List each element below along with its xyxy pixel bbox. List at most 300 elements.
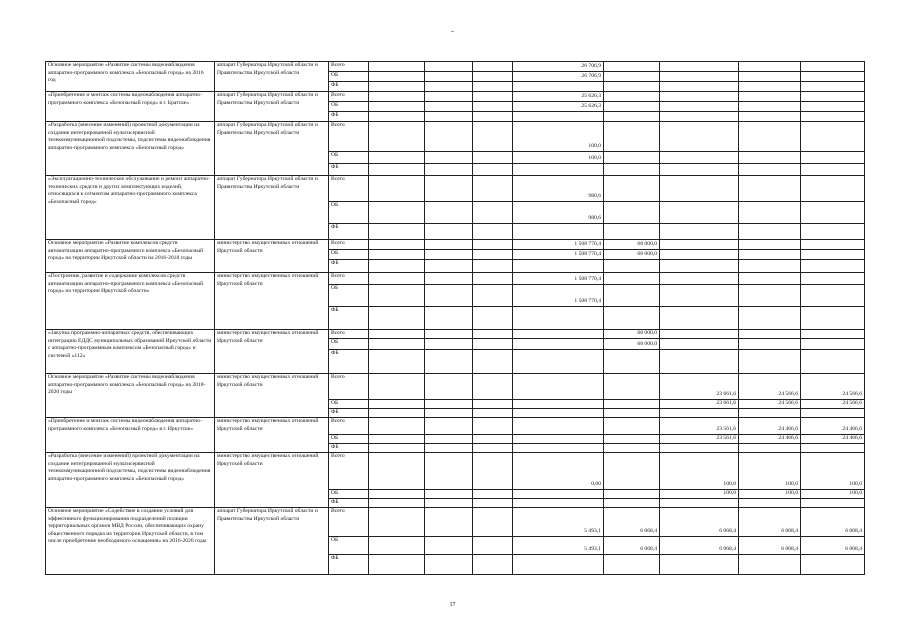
empty-cell (369, 112, 425, 122)
table-row (46, 92, 865, 102)
empty-cell (425, 273, 473, 285)
amount-cell-c10 (801, 409, 865, 418)
funding-source-cell: ФБ (329, 555, 369, 575)
executor-cell: министерство имущественных отношений Иркутской области (215, 240, 329, 273)
funding-source-cell: Всего (329, 122, 369, 152)
funding-source-cell: ФБ (329, 444, 369, 453)
amount-cell-c7 (604, 152, 660, 164)
funding-source-cell: ОБ (329, 435, 369, 444)
amount-cell-c6: 100,0 (513, 122, 604, 152)
table-row (46, 176, 865, 202)
amount-cell-c6 (513, 164, 604, 176)
amount-cell-c7 (604, 490, 660, 499)
amount-cell-c10 (801, 330, 865, 339)
funding-source-cell: ФБ (329, 112, 369, 122)
amount-cell-c9: 24 566,6 (739, 374, 801, 400)
amount-cell-c8: 6 068,4 (660, 537, 739, 555)
empty-cell (425, 250, 473, 260)
funding-source-cell: ФБ (329, 350, 369, 374)
empty-cell (425, 350, 473, 374)
empty-cell (369, 72, 425, 82)
measure-name-cell: «Эксплуатационно-техническое обслуживание и ремонт аппаратно-технических средств и других комплектующих изделий, относящихся к сегментам аппаратно-программного комплекса «Безопасный город» (46, 176, 215, 240)
measure-name-cell: Основное мероприятие «Развитие комплексов средств автоматизации аппаратно-программного комплекса «Безопасный город» на территории Иркутской области на 2016-2018 годы (46, 240, 215, 273)
table-row (46, 453, 865, 490)
budget-table-body (46, 62, 865, 575)
funding-source-cell: Всего (329, 330, 369, 339)
amount-cell-c9 (739, 339, 801, 350)
empty-cell (473, 350, 513, 374)
executor-cell: аппарат Губернатора Иркутской области и Правительства Иркутской области (215, 92, 329, 122)
amount-cell-c9 (739, 176, 801, 202)
empty-cell (425, 72, 473, 82)
empty-cell (473, 409, 513, 418)
empty-cell (369, 508, 425, 537)
amount-cell-c7: 6 068,4 (604, 508, 660, 537)
amount-cell-c8 (660, 176, 739, 202)
empty-cell (425, 400, 473, 409)
amount-cell-c9 (739, 82, 801, 92)
amount-cell-c6: 1 508 770,4 (513, 285, 604, 307)
empty-cell (473, 499, 513, 508)
amount-cell-c8: 23 561,6 (660, 435, 739, 444)
executor-cell: министерство имущественных отношений Иркутской области (215, 330, 329, 374)
amount-cell-c10 (801, 555, 865, 575)
empty-cell (425, 435, 473, 444)
empty-cell (425, 112, 473, 122)
amount-cell-c10 (801, 285, 865, 307)
measure-name-cell: «Закупка программно-аппаратных средств, обеспечивающих интеграцию ЕДДС муниципальных образований Иркутской области с аппаратно-программным комплексом «Безопасный город» и системой «112» (46, 330, 215, 374)
amount-cell-c7 (604, 92, 660, 102)
empty-cell (369, 490, 425, 499)
amount-cell-c6: 26 706,9 (513, 72, 604, 82)
amount-cell-c8: 100,0 (660, 490, 739, 499)
empty-cell (473, 164, 513, 176)
amount-cell-c9: 100,0 (739, 453, 801, 490)
empty-cell (473, 250, 513, 260)
amount-cell-c7 (604, 273, 660, 285)
empty-cell (369, 307, 425, 330)
funding-source-cell: ОБ (329, 152, 369, 164)
amount-cell-c8 (660, 409, 739, 418)
amount-cell-c6: 25 626,3 (513, 92, 604, 102)
amount-cell-c10 (801, 250, 865, 260)
empty-cell (425, 409, 473, 418)
empty-cell (369, 62, 425, 72)
amount-cell-c8: 6 068,4 (660, 508, 739, 537)
amount-cell-c9 (739, 350, 801, 374)
empty-cell (425, 537, 473, 555)
empty-cell (425, 330, 473, 339)
table-row (46, 418, 865, 435)
amount-cell-c8 (660, 62, 739, 72)
empty-cell (369, 122, 425, 152)
amount-cell-c10 (801, 176, 865, 202)
empty-cell (473, 490, 513, 499)
amount-cell-c7 (604, 112, 660, 122)
amount-cell-c9 (739, 273, 801, 285)
amount-cell-c7 (604, 435, 660, 444)
amount-cell-c8: 23 561,6 (660, 418, 739, 435)
funding-source-cell: ОБ (329, 400, 369, 409)
amount-cell-c10 (801, 224, 865, 240)
empty-cell (425, 453, 473, 490)
empty-cell (473, 176, 513, 202)
funding-source-cell: ОБ (329, 102, 369, 112)
empty-cell (369, 82, 425, 92)
amount-cell-c9 (739, 202, 801, 224)
amount-cell-c6 (513, 555, 604, 575)
amount-cell-c10 (801, 444, 865, 453)
empty-cell (369, 152, 425, 164)
empty-cell (425, 62, 473, 72)
empty-cell (369, 409, 425, 418)
amount-cell-c7 (604, 122, 660, 152)
empty-cell (473, 152, 513, 164)
empty-cell (369, 499, 425, 508)
amount-cell-c7 (604, 164, 660, 176)
empty-cell (425, 102, 473, 112)
amount-cell-c8: 100,0 (660, 453, 739, 490)
funding-source-cell: ФБ (329, 260, 369, 273)
amount-cell-c10 (801, 122, 865, 152)
amount-cell-c9 (739, 224, 801, 240)
funding-source-cell: ФБ (329, 224, 369, 240)
amount-cell-c7 (604, 555, 660, 575)
empty-cell (425, 307, 473, 330)
funding-source-cell: Всего (329, 418, 369, 435)
amount-cell-c10 (801, 72, 865, 82)
empty-cell (473, 555, 513, 575)
empty-cell (369, 555, 425, 575)
empty-cell (473, 330, 513, 339)
amount-cell-c8 (660, 122, 739, 152)
amount-cell-c8 (660, 273, 739, 285)
empty-cell (369, 285, 425, 307)
amount-cell-c6: 980,6 (513, 202, 604, 224)
empty-cell (425, 202, 473, 224)
funding-source-cell: ОБ (329, 72, 369, 82)
empty-cell (425, 92, 473, 102)
amount-cell-c6: 5 493,1 (513, 508, 604, 537)
amount-cell-c8 (660, 152, 739, 164)
empty-cell (369, 418, 425, 435)
table-row (46, 273, 865, 285)
amount-cell-c6 (513, 374, 604, 400)
amount-cell-c7 (604, 285, 660, 307)
amount-cell-c8 (660, 240, 739, 250)
amount-cell-c8 (660, 285, 739, 307)
amount-cell-c6 (513, 330, 604, 339)
amount-cell-c6 (513, 307, 604, 330)
funding-source-cell: ОБ (329, 202, 369, 224)
amount-cell-c9: 100,0 (739, 490, 801, 499)
amount-cell-c7 (604, 62, 660, 72)
amount-cell-c6 (513, 339, 604, 350)
amount-cell-c6 (513, 82, 604, 92)
table-row (46, 122, 865, 152)
amount-cell-c10: 6 068,4 (801, 508, 865, 537)
empty-cell (473, 62, 513, 72)
amount-cell-c7: 68 000,0 (604, 240, 660, 250)
amount-cell-c7 (604, 72, 660, 82)
amount-cell-c10 (801, 350, 865, 374)
amount-cell-c10: 24 566,6 (801, 400, 865, 409)
amount-cell-c9: 24 466,6 (739, 418, 801, 435)
amount-cell-c7: 68 000,0 (604, 330, 660, 339)
amount-cell-c8: 23 661,6 (660, 400, 739, 409)
amount-cell-c7 (604, 202, 660, 224)
empty-cell (473, 72, 513, 82)
empty-cell (425, 152, 473, 164)
amount-cell-c10 (801, 82, 865, 92)
amount-cell-c6: 25 626,3 (513, 102, 604, 112)
amount-cell-c7 (604, 82, 660, 92)
measure-name-cell: «Построение, развитие и содержание комплексов средств автоматизации аппаратно-программного комплекса «Безопасный город» на территории Иркутской области» (46, 273, 215, 330)
amount-cell-c7: 68 000,0 (604, 339, 660, 350)
amount-cell-c10 (801, 164, 865, 176)
amount-cell-c9: 6 068,4 (739, 537, 801, 555)
amount-cell-c9: 6 068,4 (739, 508, 801, 537)
amount-cell-c10 (801, 260, 865, 273)
amount-cell-c9: 24 566,6 (739, 400, 801, 409)
amount-cell-c6 (513, 224, 604, 240)
amount-cell-c8 (660, 330, 739, 339)
empty-cell (473, 122, 513, 152)
amount-cell-c7 (604, 400, 660, 409)
empty-cell (425, 418, 473, 435)
amount-cell-c6: 980,6 (513, 176, 604, 202)
amount-cell-c7: 6 068,4 (604, 537, 660, 555)
empty-cell (473, 453, 513, 490)
amount-cell-c6 (513, 350, 604, 374)
empty-cell (425, 555, 473, 575)
amount-cell-c8 (660, 72, 739, 82)
amount-cell-c8 (660, 555, 739, 575)
amount-cell-c8 (660, 164, 739, 176)
amount-cell-c9 (739, 409, 801, 418)
empty-cell (369, 350, 425, 374)
empty-cell (369, 339, 425, 350)
empty-cell (425, 339, 473, 350)
empty-cell (473, 444, 513, 453)
table-row (46, 240, 865, 250)
executor-cell: министерство имущественных отношений Иркутской области (215, 273, 329, 330)
amount-cell-c9 (739, 444, 801, 453)
amount-cell-c8 (660, 224, 739, 240)
amount-cell-c7 (604, 176, 660, 202)
empty-cell (425, 260, 473, 273)
measure-name-cell: Основное мероприятие «Развитие системы видеонаблюдения аппаратно-программного комплекса «Безопасный город» на 2018-2020 годы (46, 374, 215, 418)
amount-cell-c6 (513, 499, 604, 508)
empty-cell (473, 273, 513, 285)
amount-cell-c9 (739, 285, 801, 307)
empty-cell (473, 240, 513, 250)
amount-cell-c8 (660, 307, 739, 330)
amount-cell-c10: 24 466,6 (801, 435, 865, 444)
empty-cell (369, 250, 425, 260)
empty-cell (473, 435, 513, 444)
funding-source-cell: ОБ (329, 339, 369, 350)
empty-cell (473, 418, 513, 435)
amount-cell-c10 (801, 339, 865, 350)
amount-cell-c9 (739, 72, 801, 82)
empty-cell (369, 260, 425, 273)
amount-cell-c6 (513, 112, 604, 122)
empty-cell (369, 102, 425, 112)
amount-cell-c10 (801, 240, 865, 250)
amount-cell-c7 (604, 409, 660, 418)
empty-cell (425, 508, 473, 537)
empty-cell (425, 176, 473, 202)
amount-cell-c6 (513, 435, 604, 444)
amount-cell-c7 (604, 499, 660, 508)
amount-cell-c6: 0,00 (513, 453, 604, 490)
executor-cell: министерство имущественных отношений Иркутской области (215, 418, 329, 453)
amount-cell-c9 (739, 152, 801, 164)
amount-cell-c6 (513, 400, 604, 409)
executor-cell: аппарат Губернатора Иркутской области и Правительства Иркутской области (215, 122, 329, 176)
funding-source-cell: ФБ (329, 164, 369, 176)
amount-cell-c8: 23 661,6 (660, 374, 739, 400)
amount-cell-c6 (513, 409, 604, 418)
empty-cell (369, 374, 425, 400)
executor-cell: аппарат Губернатора Иркутской области и Правительства Иркутской области (215, 508, 329, 575)
empty-cell (473, 92, 513, 102)
amount-cell-c8 (660, 499, 739, 508)
amount-cell-c7 (604, 374, 660, 400)
budget-table-container (45, 61, 864, 575)
amount-cell-c6: 100,0 (513, 152, 604, 164)
budget-table (45, 61, 865, 575)
amount-cell-c6 (513, 260, 604, 273)
amount-cell-c10 (801, 62, 865, 72)
empty-cell (425, 374, 473, 400)
amount-cell-c6: 1 508 770,4 (513, 250, 604, 260)
amount-cell-c7 (604, 453, 660, 490)
amount-cell-c8 (660, 82, 739, 92)
empty-cell (369, 164, 425, 176)
measure-name-cell: «Приобретение и монтаж системы видеонаблюдения аппаратно-программного комплекса «Безопасный город» в г. Братске» (46, 92, 215, 122)
amount-cell-c6: 26 706,9 (513, 62, 604, 72)
amount-cell-c9 (739, 112, 801, 122)
funding-source-cell: Всего (329, 453, 369, 490)
funding-source-cell: Всего (329, 92, 369, 102)
page-number: 17 (449, 602, 456, 608)
amount-cell-c9 (739, 102, 801, 112)
amount-cell-c7 (604, 260, 660, 273)
measure-name-cell: Основное мероприятие «Развитие системы видеонаблюдения аппаратно-программного комплекса «Безопасный город» на 2016 год (46, 62, 215, 92)
measure-name-cell: «Разработка (внесение изменений) проектной документации на создание интегрированной мультисервисной телекоммуникационной подсистемы, подсистемы видеонаблюдения аппаратно-программного комплекса «Безопасный город» (46, 122, 215, 176)
table-row (46, 62, 865, 72)
funding-source-cell: Всего (329, 374, 369, 400)
amount-cell-c6: 1 508 770,4 (513, 240, 604, 250)
empty-cell (425, 122, 473, 152)
empty-cell (369, 537, 425, 555)
empty-cell (425, 224, 473, 240)
amount-cell-c10: 6 068,4 (801, 537, 865, 555)
amount-cell-c6: 5 493,1 (513, 537, 604, 555)
funding-source-cell: ОБ (329, 490, 369, 499)
empty-cell (473, 537, 513, 555)
empty-cell (425, 285, 473, 307)
amount-cell-c8 (660, 339, 739, 350)
funding-source-cell: Всего (329, 273, 369, 285)
amount-cell-c10 (801, 273, 865, 285)
empty-cell (425, 444, 473, 453)
funding-source-cell: ФБ (329, 409, 369, 418)
amount-cell-c6: 1 508 770,4 (513, 273, 604, 285)
empty-cell (369, 453, 425, 490)
funding-source-cell: Всего (329, 176, 369, 202)
measure-name-cell: «Разработка (внесение изменений) проектной документации на создание интегрированной мультисервисной телекоммуникационной подсистемы, подсистемы видеонаблюдения аппаратно-программного комплекса «Безопасный город» (46, 453, 215, 508)
amount-cell-c8 (660, 350, 739, 374)
table-row (46, 374, 865, 400)
empty-cell (425, 490, 473, 499)
empty-cell (425, 240, 473, 250)
empty-cell (369, 435, 425, 444)
amount-cell-c8 (660, 92, 739, 102)
scan-artifact (451, 31, 454, 32)
funding-source-cell: ФБ (329, 499, 369, 508)
empty-cell (369, 92, 425, 102)
amount-cell-c7 (604, 307, 660, 330)
empty-cell (473, 339, 513, 350)
empty-cell (473, 508, 513, 537)
funding-source-cell: ОБ (329, 537, 369, 555)
amount-cell-c7 (604, 224, 660, 240)
empty-cell (369, 400, 425, 409)
empty-cell (473, 307, 513, 330)
amount-cell-c10 (801, 202, 865, 224)
executor-cell: министерство имущественных отношений Иркутской области (215, 374, 329, 418)
funding-source-cell: Всего (329, 62, 369, 72)
empty-cell (425, 164, 473, 176)
amount-cell-c8 (660, 444, 739, 453)
amount-cell-c8 (660, 112, 739, 122)
amount-cell-c10 (801, 152, 865, 164)
empty-cell (473, 202, 513, 224)
empty-cell (473, 102, 513, 112)
funding-source-cell: ОБ (329, 285, 369, 307)
amount-cell-c9 (739, 250, 801, 260)
amount-cell-c9 (739, 307, 801, 330)
amount-cell-c8 (660, 260, 739, 273)
amount-cell-c9 (739, 260, 801, 273)
empty-cell (473, 112, 513, 122)
empty-cell (369, 240, 425, 250)
amount-cell-c9 (739, 330, 801, 339)
empty-cell (473, 82, 513, 92)
funding-source-cell: ОБ (329, 250, 369, 260)
amount-cell-c8 (660, 202, 739, 224)
table-row (46, 508, 865, 537)
empty-cell (473, 374, 513, 400)
amount-cell-c10 (801, 92, 865, 102)
empty-cell (425, 82, 473, 92)
empty-cell (473, 400, 513, 409)
empty-cell (473, 285, 513, 307)
amount-cell-c10 (801, 499, 865, 508)
amount-cell-c9 (739, 62, 801, 72)
measure-name-cell: «Приобретение и монтаж системы видеонаблюдения аппаратно-программного комплекса «Безопасный город» в г. Иркутске» (46, 418, 215, 453)
empty-cell (369, 444, 425, 453)
empty-cell (369, 202, 425, 224)
amount-cell-c10 (801, 307, 865, 330)
table-row (46, 330, 865, 339)
amount-cell-c10: 100,0 (801, 490, 865, 499)
amount-cell-c9 (739, 122, 801, 152)
amount-cell-c10: 100,0 (801, 453, 865, 490)
